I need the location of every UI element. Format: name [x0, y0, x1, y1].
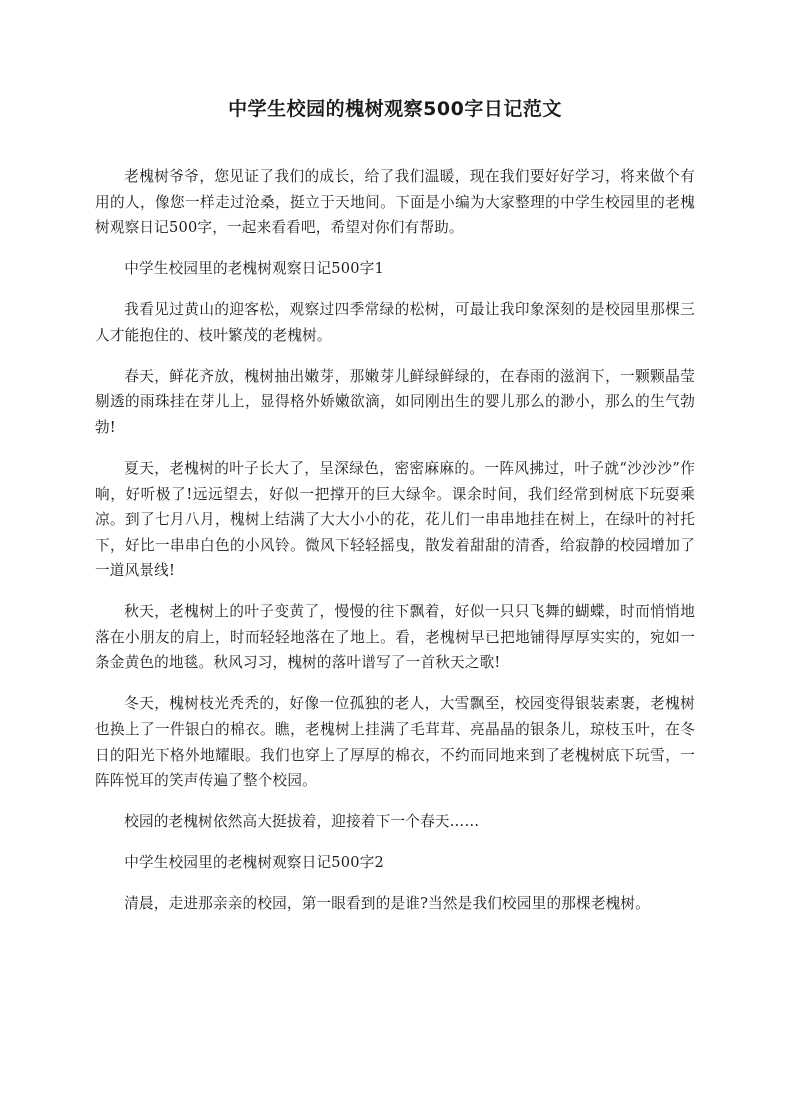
paragraph-autumn: 秋天，老槐树上的叶子变黄了，慢慢的往下飘着，好似一只只飞舞的蝴蝶，时而悄悄地落在小朋友的肩上，时而轻轻地落在了地上。看，老槐树早已把地铺得厚厚实实的，宛如一条金黄色的地毯。秋风习习，槐树的落叶谱写了一首秋天之歌!: [95, 603, 695, 672]
section-heading-1: 中学生校园里的老槐树观察日记500字1: [124, 260, 385, 278]
document-title: 中学生校园的槐树观察500字日记范文: [228, 98, 562, 120]
paragraph-closing: 校园的老槐树依然高大挺拔着，迎接着下一个春天……: [124, 813, 480, 831]
paragraph-winter: 冬天，槐树枝光秃秃的，好像一位孤独的老人，大雪飘至，校园变得银装素裹，老槐树也换上了一件银白的棉衣。瞧，老槐树上挂满了毛茸茸、亮晶晶的银条儿，琼枝玉叶，在冬日的阳光下格外地耀眼。我们也穿上了厚厚的棉衣，不约而同地来到了老槐树底下玩雪，一阵阵悦耳的笑声传遍了整个校园。: [95, 695, 695, 790]
paragraph-spring: 春天，鲜花齐放，槐树抽出嫩芽，那嫩芽儿鲜绿鲜绿的，在春雨的滋润下，一颗颗晶莹剔透的雨珠挂在芽儿上，显得格外娇嫩欲滴，如同刚出生的婴儿那么的渺小，那么的生气勃勃!: [95, 367, 695, 436]
intro-paragraph: 老槐树爷爷，您见证了我们的成长，给了我们温暖，现在我们要好好学习，将来做个有用的人，像您一样走过沧桑，挺立于天地间。下面是小编为大家整理的中学生校园里的老槐树观察日记500字，一起来看看吧，希望对你们有帮助。: [95, 168, 695, 237]
paragraph-morning: 清晨，走进那亲亲的校园，第一眼看到的是谁?当然是我们校园里的那棵老槐树。: [124, 895, 650, 913]
paragraph-pine: 我看见过黄山的迎客松，观察过四季常绿的松树，可最让我印象深刻的是校园里那棵三人才能抱住的、枝叶繁茂的老槐树。: [95, 301, 695, 344]
section-heading-2: 中学生校园里的老槐树观察日记500字2: [124, 854, 385, 872]
paragraph-summer: 夏天，老槐树的叶子长大了，呈深绿色，密密麻麻的。一阵风拂过，叶子就“沙沙沙”作响，好听极了!远远望去，好似一把撑开的巨大绿伞。课余时间，我们经常到树底下玩耍乘凉。到了七月八月，槐树上结满了大大小小的花，花儿们一串串地挂在树上，在绿叶的衬托下，好比一串串白色的小风铃。微风下轻轻摇曳，散发着甜甜的清香，给寂静的校园增加了一道风景线!: [95, 459, 695, 580]
document-page: [95, 92, 695, 932]
